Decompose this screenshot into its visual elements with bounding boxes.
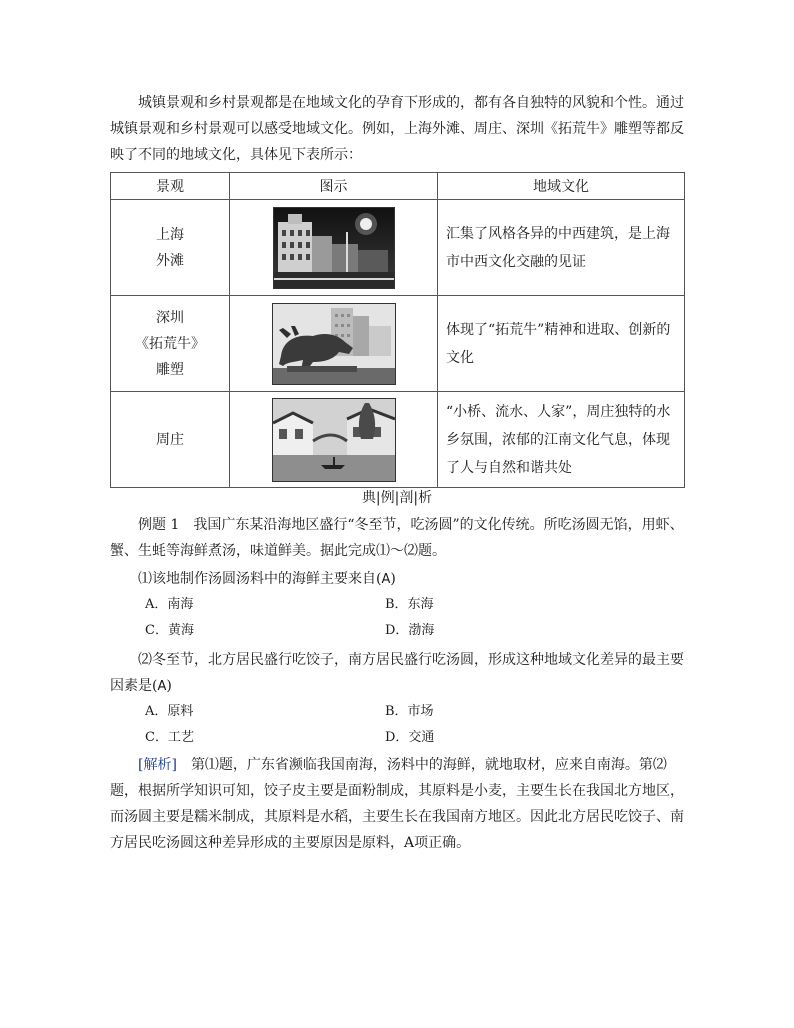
table-row (111, 392, 685, 488)
culture-cell: “小桥、流水、人家”，周庄独特的水乡氛围，浓郁的江南文化气息，体现了人与自然和谐共处 (438, 392, 685, 488)
question-1-close: ) (390, 571, 396, 587)
question-1 (110, 566, 685, 593)
scene-line: 雕塑 (156, 361, 184, 378)
scene-line: 周庄 (156, 431, 184, 448)
q1-option-a: A．南海 (145, 597, 194, 612)
header-scene: 景观 (111, 173, 230, 200)
question-2-close: ) (166, 678, 172, 694)
shenzhen-ox-photo (272, 303, 396, 385)
image-cell (230, 392, 438, 488)
header-image: 图示 (230, 173, 438, 200)
q1-option-d: D．渤海 (385, 623, 435, 638)
analysis-paragraph (110, 752, 685, 856)
q2-option-c: C．工艺 (145, 730, 194, 745)
scene-cell (111, 296, 230, 392)
image-cell (230, 296, 438, 392)
shanghai-bund-photo (273, 207, 395, 289)
header-culture: 地域文化 (438, 173, 685, 200)
question-2-answer: A (157, 679, 167, 694)
example-label: 例题 1 (138, 517, 180, 533)
analysis-text: 第⑴题，广东省濒临我国南海，汤料中的海鲜，就地取材，应来自南海。第⑵题，根据所学知识可知，饺子皮主要是面粉制成，其原料是小麦，主要生长在我国北方地区，而汤圆主要是糯米制成，其原料是水稻，主要生长在我国南方地区。因此北方居民吃饺子、南方居民吃汤圆这种差异形成的主要原因是原料，A项正确。 (110, 757, 684, 851)
analysis-tag: [解析] (138, 757, 177, 773)
scene-line: 深圳 (156, 309, 184, 326)
example-stem-text: 我国广东某沿海地区盛行“冬至节，吃汤圆”的文化传统。所吃汤圆无馅，用虾、蟹、生蚝等海鲜煮汤，味道鲜美。据此完成⑴～⑵题。 (110, 517, 684, 559)
question-1-answer: A (381, 572, 391, 587)
question-2 (110, 647, 685, 700)
q1-option-c: C．黄海 (145, 623, 194, 638)
q2-option-a: A．原料 (145, 704, 194, 719)
image-cell (230, 200, 438, 296)
intro-paragraph: 城镇景观和乡村景观都是在地域文化的孕育下形成的，都有各自独特的风貌和个性。通过城镇景观和乡村景观可以感受地域文化。例如，上海外滩、周庄、深圳《拓荒牛》雕塑等都反映了不同的地域文化，具体见下表所示： (110, 95, 684, 163)
scene-line: 上海 (156, 226, 184, 243)
table-row (111, 200, 685, 296)
q2-option-d: D．交通 (385, 730, 435, 745)
culture-cell: 体现了“拓荒牛”精神和进取、创新的文化 (438, 296, 685, 392)
example-stem (110, 512, 685, 564)
culture-cell: 汇集了风格各异的中西建筑，是上海市中西文化交融的见证 (438, 200, 685, 296)
scene-line: 《拓荒牛》 (135, 335, 205, 352)
scene-cell (111, 200, 230, 296)
zhouzhuang-photo (272, 398, 396, 482)
section-title: 典|例|剖|析 (361, 490, 433, 506)
scene-line: 外滩 (156, 252, 184, 269)
table-header-row (111, 173, 685, 200)
table-row (111, 296, 685, 392)
q2-option-b: B．市场 (385, 704, 434, 719)
regional-culture-table (110, 172, 685, 488)
question-2-text: ⑵冬至节，北方居民盛行吃饺子，南方居民盛行吃汤圆，形成这种地域文化差异的最主要因素是( (110, 652, 684, 694)
question-1-text: ⑴该地制作汤圆汤料中的海鲜主要来自( (138, 571, 382, 587)
q1-option-b: B．东海 (385, 597, 434, 612)
scene-cell (111, 392, 230, 488)
